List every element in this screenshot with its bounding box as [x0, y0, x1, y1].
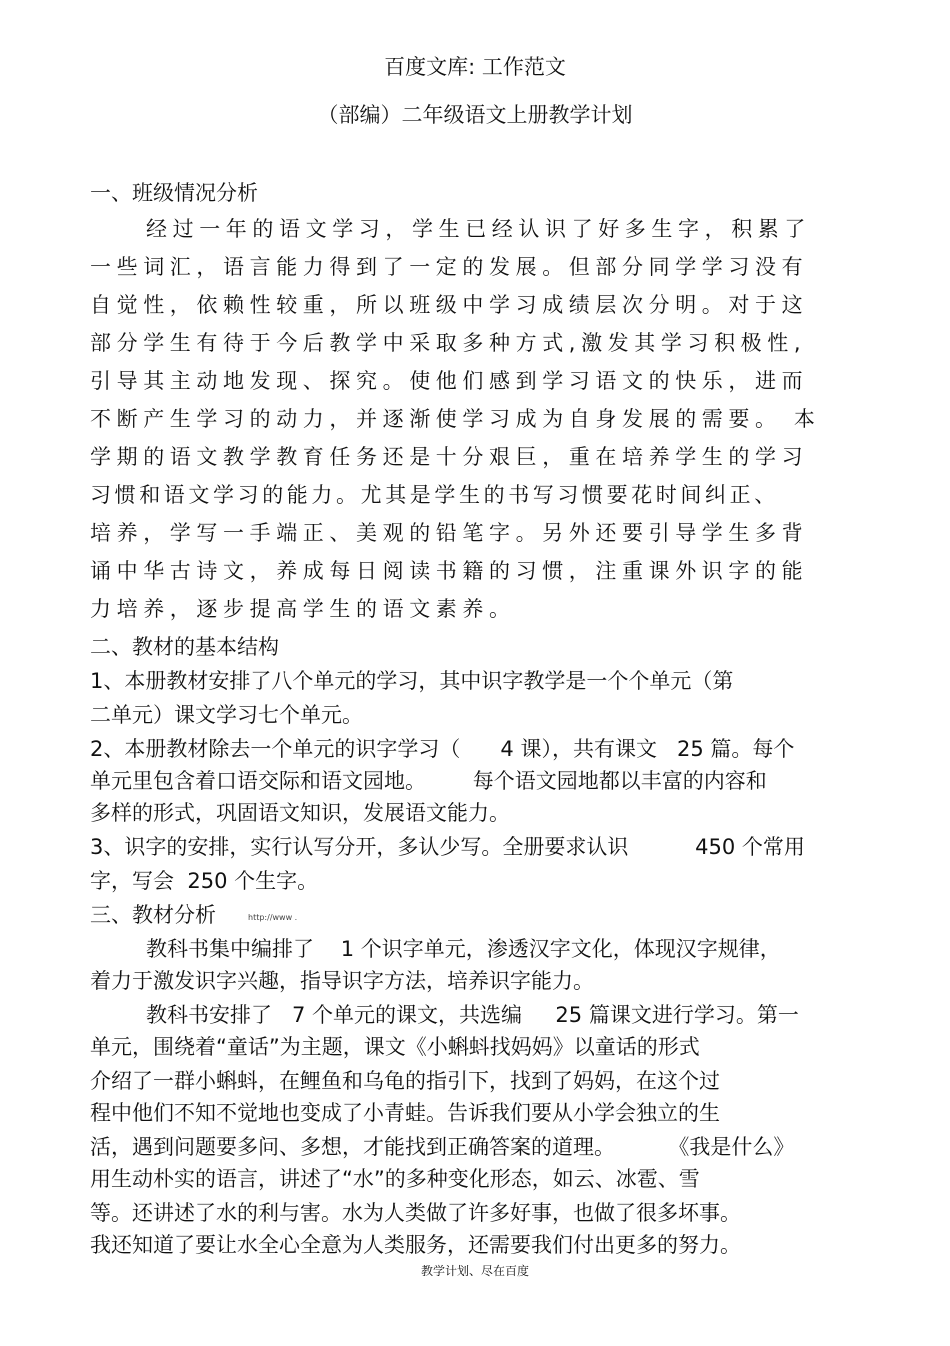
paragraph-line: 活，遇到问题要多问、多想，才能找到正确答案的道理。 《我是什么》: [90, 1135, 795, 1159]
paragraph-line: 力培养，逐步提高学生的语文素养。: [90, 597, 516, 621]
paragraph-line: 3、识字的安排，实行认写分开，多认少写。全册要求认识 450 个常用: [90, 835, 805, 859]
section-heading-textbook-analysis: 三、教材分析: [90, 903, 216, 927]
paragraph-line: 教科书集中编排了 1 个识字单元，渗透汉字文化，体现汉字规律，: [146, 937, 781, 961]
paragraph-line: 我还知道了要让水全心全意为人类服务，还需要我们付出更多的努力。: [90, 1233, 741, 1257]
site-header: 百度文库: 工作范文: [384, 55, 566, 79]
page-footer: 教学计划、尽在百度: [420, 1264, 529, 1278]
section-heading-textbook-structure: 二、教材的基本结构: [90, 635, 279, 659]
paragraph-line: 程中他们不知不觉地也变成了小青蛙。告诉我们要从小学会独立的生: [90, 1101, 720, 1125]
paragraph-line: 二单元）课文学习七个单元。: [90, 703, 363, 727]
paragraph-line: 用生动朴实的语言，讲述了“水”的多种变化形态，如云、冰雹、雪: [90, 1167, 700, 1191]
paragraph-line: 着力于激发识字兴趣，指导识字方法，培养识字能力。: [90, 969, 594, 993]
paragraph-line: 多样的形式，巩固语文知识，发展语文能力。: [90, 801, 510, 825]
paragraph-line: 等。还讲述了水的利与害。水为人类做了许多好事，也做了很多坏事。: [90, 1201, 741, 1225]
paragraph-line: 学期的语文教学教育任务还是十分艰巨，重在培养学生的学习: [90, 445, 809, 469]
paragraph-line: 引导其主动地发现、探究。使他们感到学习语文的快乐，进而: [90, 369, 809, 393]
paragraph-line: 1、本册教材安排了八个单元的学习，其中识字教学是一个个单元（第: [90, 669, 734, 693]
paragraph-line: 介绍了一群小蝌蚪，在鲤鱼和乌龟的指引下，找到了妈妈，在这个过: [90, 1069, 720, 1093]
paragraph-line: 教科书安排了 7 个单元的课文，共选编 25 篇课文进行学习。第一: [146, 1003, 799, 1027]
paragraph-line: 部分学生有待于今后教学中采取多种方式,激发其学习积极性,: [90, 331, 807, 355]
paragraph-line: 诵中华古诗文，养成每日阅读书籍的习惯，注重课外识字的能: [90, 559, 809, 583]
paragraph-line: 经过一年的语文学习，学生已经认识了好多生字，积累了: [146, 217, 811, 241]
paragraph-line: 自觉性，依赖性较重，所以班级中学习成绩层次分明。对于这: [90, 293, 809, 317]
paragraph-line: 单元里包含着口语交际和语文园地。 每个语文园地都以丰富的内容和: [90, 769, 767, 793]
paragraph-line: 培养，学写一手端正、美观的铅笔字。另外还要引导学生多背: [90, 521, 809, 545]
paragraph-line: 一些词汇，语言能力得到了一定的发展。但部分同学学习没有: [90, 255, 809, 279]
section-heading-class-analysis: 一、班级情况分析: [90, 181, 258, 205]
paragraph-line: 单元，围绕着“童话”为主题，课文《小蝌蚪找妈妈》以童话的形式: [90, 1035, 700, 1059]
paragraph-line: 不断产生学习的动力，并逐渐使学习成为自身发展的需要。 本: [90, 407, 821, 431]
url-note: http://www .: [248, 913, 298, 922]
paragraph-line: 字，写会 250 个生字。: [90, 869, 319, 893]
document-title: （部编）二年级语文上册教学计划: [317, 103, 633, 127]
paragraph-line: 习惯和语文学习的能力。尤其是学生的书写习惯要花时间纠正、: [90, 483, 779, 507]
paragraph-line: 2、本册教材除去一个单元的识字学习（ 4 课），共有课文 25 篇。每个: [90, 737, 795, 761]
